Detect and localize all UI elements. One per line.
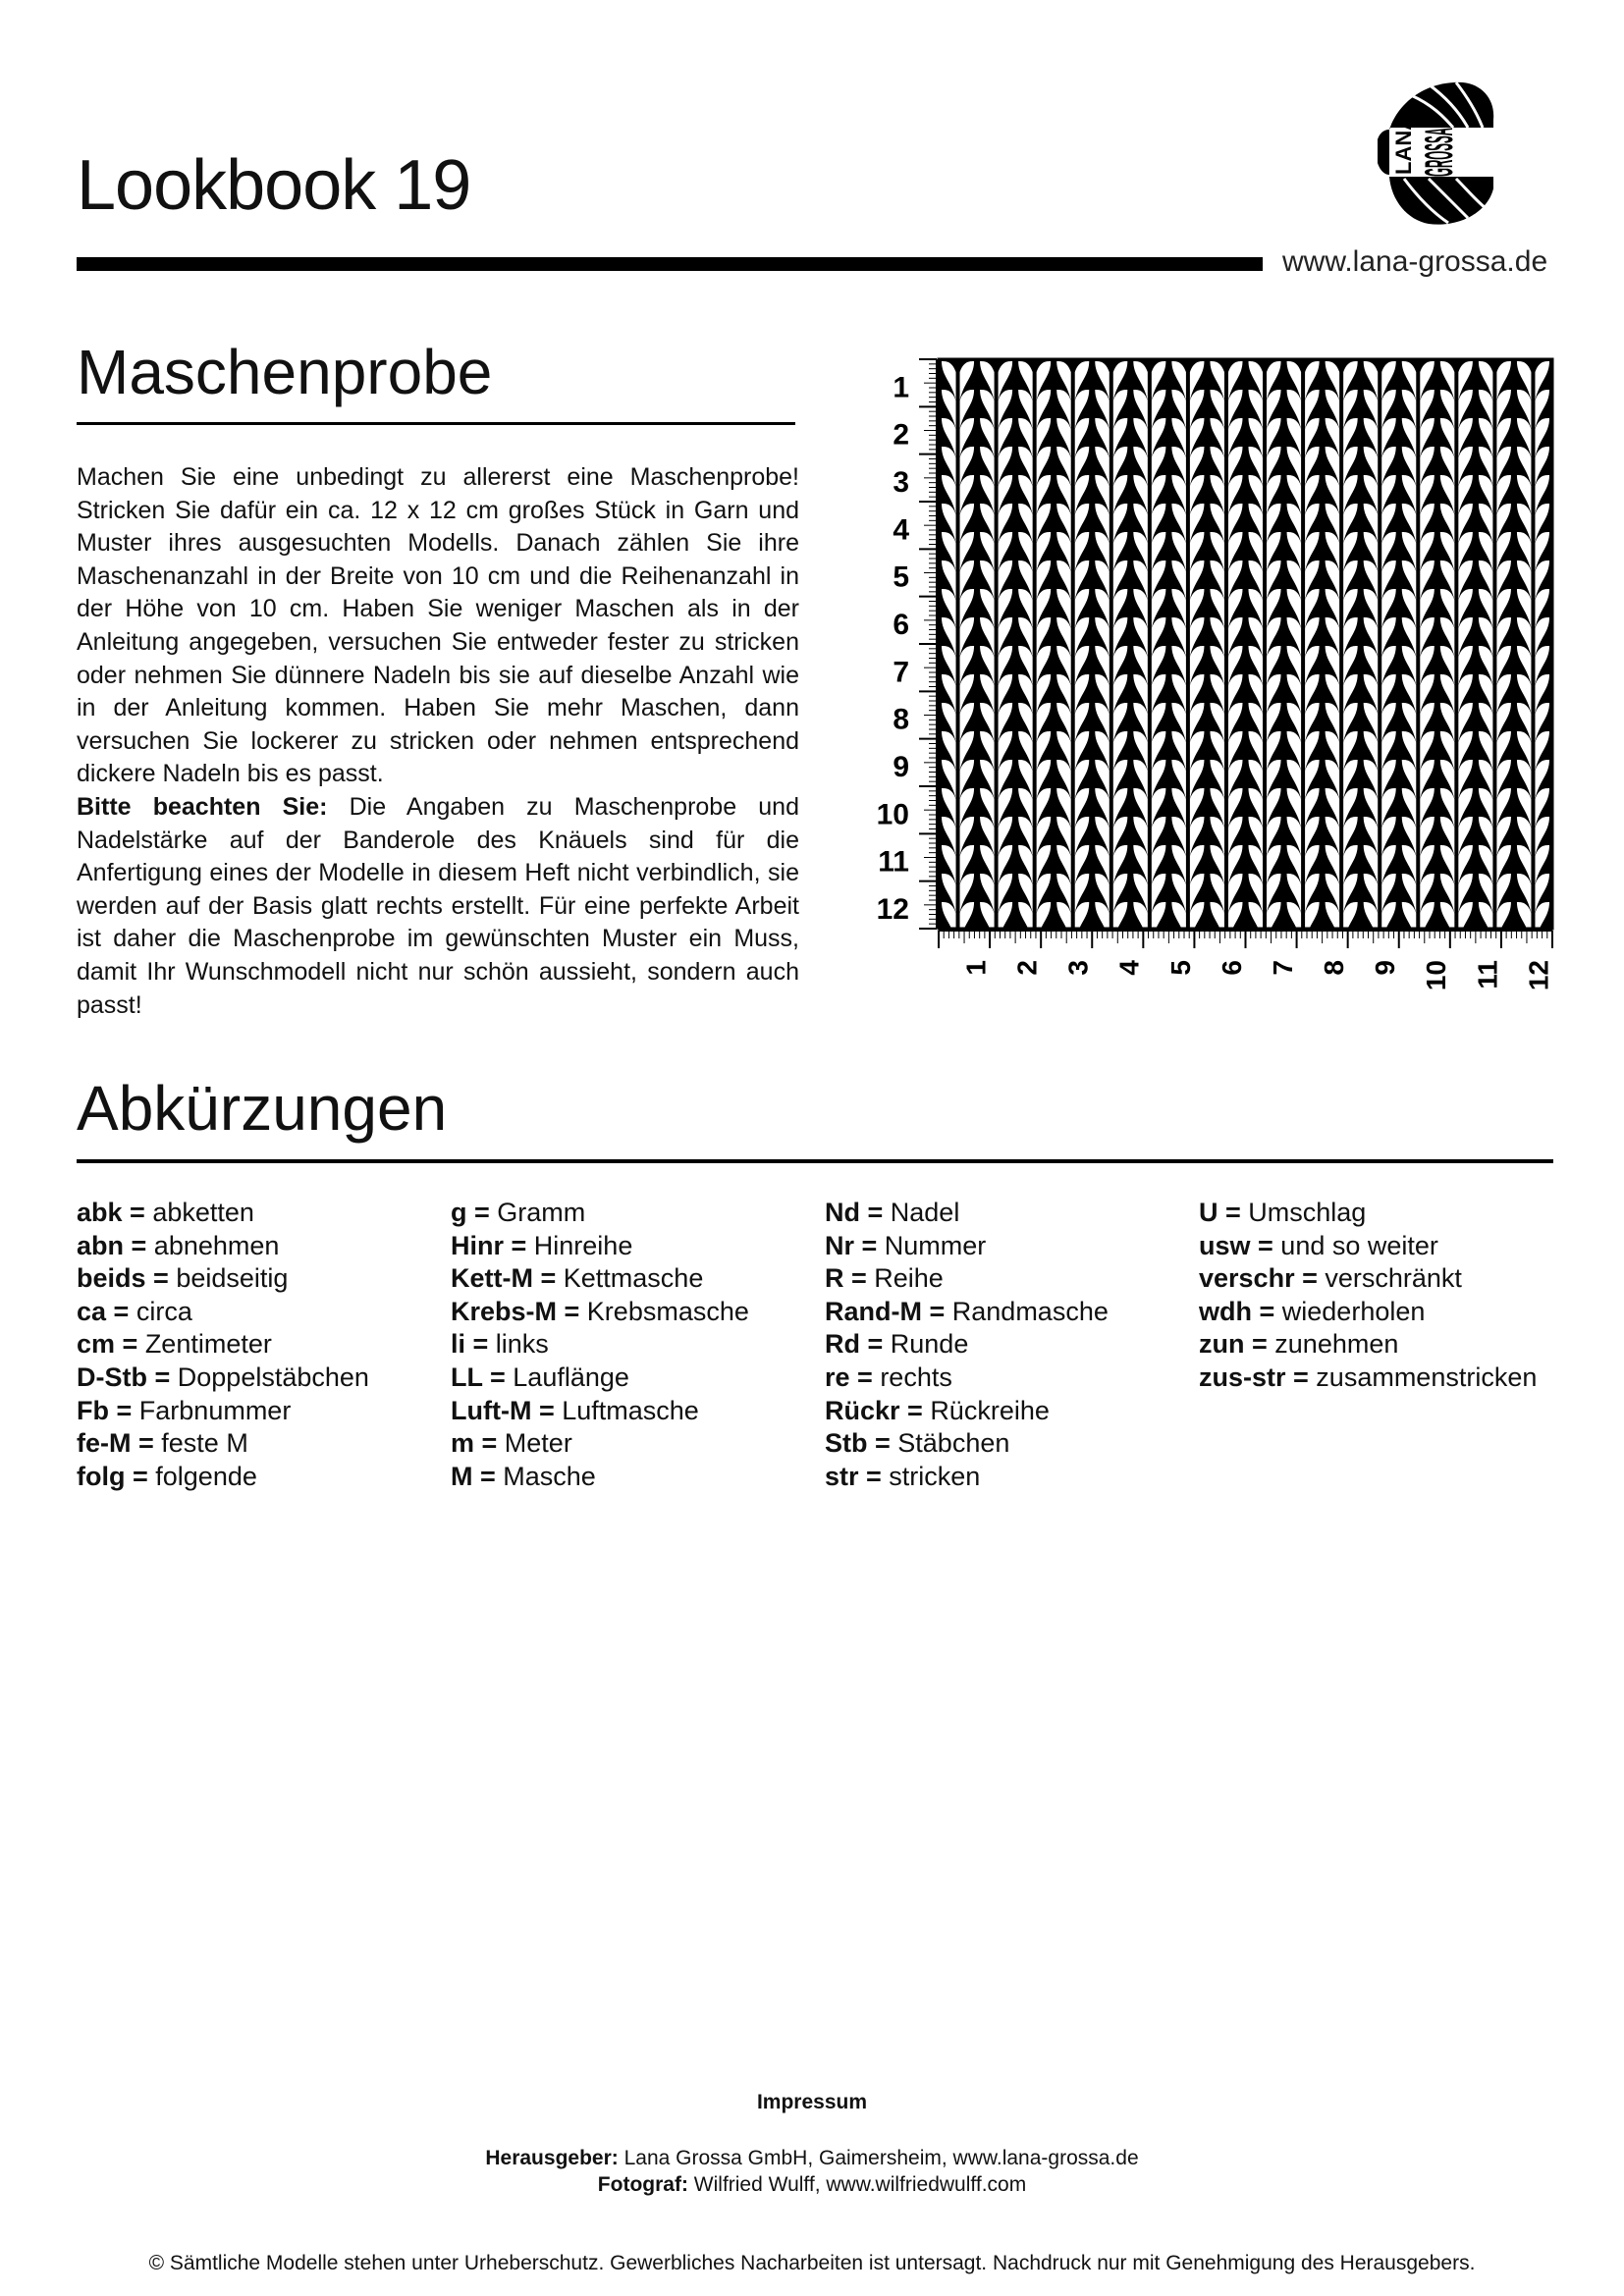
ruler-label-vertical: 12 bbox=[876, 893, 909, 926]
publisher-label: Herausgeber: bbox=[485, 2147, 619, 2169]
logo-text-grossa bbox=[1418, 128, 1461, 177]
abbreviation-item bbox=[825, 1461, 1109, 1494]
abbreviation-item bbox=[1199, 1328, 1537, 1362]
abbreviation-item bbox=[1199, 1197, 1537, 1230]
ruler-label-vertical: 6 bbox=[893, 609, 909, 641]
abbreviation-term: cm bbox=[77, 1329, 116, 1360]
abbreviation-term: Nd bbox=[825, 1198, 860, 1227]
abbreviation-column bbox=[77, 1197, 369, 1493]
note-label: Bitte beachten Sie: bbox=[77, 792, 328, 821]
equals-sign: = bbox=[899, 1395, 931, 1425]
abbreviation-item bbox=[825, 1197, 1109, 1230]
abbreviation-term: zus-str bbox=[1199, 1362, 1286, 1392]
abbreviation-meaning: Reihe bbox=[874, 1263, 944, 1294]
ruler-label-horizontal: 1 bbox=[960, 960, 992, 976]
photographer-text: Wilfried Wulff, www.wilfriedwulff.com bbox=[687, 2173, 1027, 2196]
abbreviation-item bbox=[1199, 1362, 1537, 1395]
abbreviation-item bbox=[451, 1461, 749, 1494]
equals-sign: = bbox=[557, 1296, 587, 1326]
abbreviation-meaning: Luftmasche bbox=[562, 1395, 699, 1425]
equals-sign: = bbox=[1218, 1198, 1249, 1227]
equals-sign: = bbox=[849, 1362, 881, 1392]
equals-sign: = bbox=[1285, 1362, 1317, 1392]
note-text: Die Angaben zu Maschenprobe und Nadelstärke auf der Banderole des Knäuels sind für die Anfertigung eines der Modelle in diesem Heft nicht verbindlich, sie werden auf der Basis glatt rechts erstellt. Für eine perfekte Arbeit ist daher die Maschenprobe im gewünschten Muster ein Muss, damit Ihr Wunschmodell nicht nur schön aussieht, sondern auch passt! bbox=[77, 792, 799, 1019]
abbreviation-column bbox=[825, 1197, 1109, 1493]
abbreviation-item bbox=[451, 1395, 749, 1428]
abbreviation-term: Hinr bbox=[451, 1230, 504, 1260]
ruler-label-horizontal: 2 bbox=[1011, 960, 1043, 976]
ruler-label-horizontal: 12 bbox=[1523, 960, 1554, 991]
equals-sign: = bbox=[474, 1428, 505, 1459]
ruler-label-vertical: 8 bbox=[893, 703, 909, 736]
document-title: Lookbook 19 bbox=[77, 146, 471, 225]
stitch-gauge-illustration bbox=[864, 353, 1556, 1001]
ruler-label-vertical: 10 bbox=[876, 798, 909, 831]
abbreviation-column bbox=[1199, 1197, 1537, 1395]
abbreviation-term: Krebs-M bbox=[451, 1296, 558, 1326]
equals-sign: = bbox=[465, 1329, 496, 1360]
equals-sign: = bbox=[867, 1428, 898, 1459]
equals-sign: = bbox=[482, 1362, 514, 1392]
abbreviation-item bbox=[77, 1427, 369, 1461]
abbreviation-item bbox=[825, 1362, 1109, 1395]
ruler-label-horizontal: 3 bbox=[1062, 960, 1094, 976]
abbreviation-item bbox=[825, 1262, 1109, 1296]
abbreviation-item bbox=[1199, 1262, 1537, 1296]
abbreviation-meaning: Stäbchen bbox=[897, 1428, 1010, 1459]
abbreviation-meaning: Nummer bbox=[884, 1230, 987, 1260]
abbreviation-term: Fb bbox=[77, 1395, 109, 1425]
abbreviation-term: U bbox=[1199, 1198, 1218, 1227]
abbreviation-item bbox=[77, 1197, 369, 1230]
lana-grossa-logo bbox=[1350, 71, 1497, 233]
abbreviation-item bbox=[1199, 1296, 1537, 1329]
abbreviation-item bbox=[451, 1197, 749, 1230]
abbreviation-term: Rückr bbox=[825, 1395, 900, 1425]
abbreviation-meaning: abketten bbox=[152, 1198, 254, 1227]
equals-sign: = bbox=[106, 1296, 136, 1326]
abbreviation-term: li bbox=[451, 1329, 466, 1360]
abbreviation-item bbox=[77, 1262, 369, 1296]
equals-sign: = bbox=[131, 1428, 162, 1459]
abbreviation-column bbox=[451, 1197, 749, 1493]
logo-text-lana: LANA bbox=[1391, 114, 1416, 175]
equals-sign: = bbox=[1244, 1329, 1275, 1360]
abbreviation-item bbox=[451, 1230, 749, 1263]
ruler-label-horizontal: 10 bbox=[1421, 960, 1452, 991]
photographer-label: Fotograf: bbox=[597, 2173, 688, 2196]
abbreviation-item bbox=[77, 1362, 369, 1395]
ruler-label-vertical: 3 bbox=[893, 466, 909, 499]
abbreviation-term: abk bbox=[77, 1198, 123, 1227]
equals-sign: = bbox=[858, 1461, 890, 1491]
gauge-heading-rule bbox=[77, 422, 795, 425]
website-url: www.lana-grossa.de bbox=[1282, 245, 1548, 278]
equals-sign: = bbox=[843, 1263, 875, 1294]
abbreviation-meaning: abnehmen bbox=[153, 1230, 280, 1260]
abbreviation-item bbox=[451, 1262, 749, 1296]
abbreviation-meaning: Rückreihe bbox=[930, 1395, 1050, 1425]
abbreviation-meaning: Meter bbox=[504, 1428, 572, 1459]
ruler-label-vertical: 2 bbox=[893, 418, 909, 452]
abbreviation-meaning: verschränkt bbox=[1325, 1263, 1462, 1294]
equals-sign: = bbox=[472, 1461, 504, 1491]
abbreviation-item bbox=[451, 1362, 749, 1395]
abbreviation-meaning: Randmasche bbox=[951, 1296, 1109, 1326]
abbreviation-term: verschr bbox=[1199, 1263, 1295, 1294]
abbreviation-item bbox=[825, 1328, 1109, 1362]
horizontal-ruler bbox=[939, 931, 1553, 990]
equals-sign: = bbox=[854, 1230, 885, 1260]
abbreviation-meaning: links bbox=[495, 1329, 549, 1360]
ruler-label-horizontal: 8 bbox=[1319, 960, 1350, 976]
ruler-label-horizontal: 7 bbox=[1267, 960, 1298, 976]
equals-sign: = bbox=[122, 1198, 153, 1227]
abbreviation-term: Stb bbox=[825, 1428, 868, 1459]
abbreviation-term: wdh bbox=[1199, 1296, 1252, 1326]
gauge-paragraph: Machen Sie eine unbedingt zu allererst eine Maschenprobe! Stricken Sie dafür ein ca. 12 x 12 cm großes Stück in Garn und Muster ihres ausgesuchten Modells. Danach zählen Sie ihre Maschenanzahl in der Breite von 10 cm und die Reihenanzahl in der Höhe von 10 cm. Haben Sie weniger Maschen als in der Anleitung angegeben, versuchen Sie entweder fester zu stricken oder nehmen Sie dünnere Nadeln bis sie auf dieselbe Anzahl wie in der Anleitung kommen. Haben Sie mehr Maschen, dann versuchen Sie lockerer zu stricken oder nehmen entsprechend dickere Nadeln bis es passt. bbox=[77, 463, 799, 788]
abbreviation-term: fe-M bbox=[77, 1428, 132, 1459]
abbreviation-term: abn bbox=[77, 1230, 125, 1260]
header-rule bbox=[77, 257, 1263, 271]
equals-sign: = bbox=[532, 1263, 564, 1294]
abbreviation-item bbox=[1199, 1230, 1537, 1263]
abbreviation-term: M bbox=[451, 1461, 473, 1491]
gauge-heading: Maschenprobe bbox=[77, 337, 493, 407]
abbreviations-heading-rule bbox=[77, 1159, 1553, 1163]
abbreviation-term: Rd bbox=[825, 1329, 860, 1360]
abbreviation-meaning: rechts bbox=[880, 1362, 952, 1392]
equals-sign: = bbox=[1250, 1230, 1281, 1260]
imprint-heading: Impressum bbox=[756, 2091, 868, 2113]
abbreviation-term: folg bbox=[77, 1461, 126, 1491]
abbreviation-meaning: circa bbox=[135, 1296, 192, 1326]
abbreviation-meaning: Lauflänge bbox=[513, 1362, 629, 1392]
abbreviation-meaning: Umschlag bbox=[1248, 1198, 1367, 1227]
abbreviation-term: ca bbox=[77, 1296, 107, 1326]
ruler-label-horizontal: 6 bbox=[1216, 960, 1247, 976]
abbreviation-meaning: zunehmen bbox=[1274, 1329, 1399, 1360]
equals-sign: = bbox=[860, 1329, 891, 1360]
ruler-label-vertical: 11 bbox=[878, 845, 909, 879]
equals-sign: = bbox=[504, 1230, 534, 1260]
abbreviation-item bbox=[451, 1427, 749, 1461]
abbreviation-term: LL bbox=[451, 1362, 483, 1392]
equals-sign: = bbox=[124, 1230, 154, 1260]
abbreviation-term: str bbox=[825, 1461, 859, 1491]
copyright-notice: © Sämtliche Modelle stehen unter Urheberschutz. Gewerbliches Nacharbeiten ist untersagt. Nachdruck nur mit Genehmigung des Herausgebers. bbox=[148, 2252, 1476, 2274]
abbreviation-item bbox=[825, 1427, 1109, 1461]
publisher-text: Lana Grossa GmbH, Gaimersheim, www.lana-grossa.de bbox=[618, 2147, 1139, 2169]
abbreviation-term: Kett-M bbox=[451, 1263, 533, 1294]
abbreviation-item bbox=[825, 1230, 1109, 1263]
abbreviation-meaning: feste M bbox=[161, 1428, 248, 1459]
equals-sign: = bbox=[466, 1198, 498, 1227]
equals-sign: = bbox=[860, 1198, 891, 1227]
equals-sign: = bbox=[115, 1329, 145, 1360]
ruler-label-vertical: 7 bbox=[893, 656, 909, 689]
abbreviation-meaning: Runde bbox=[890, 1329, 969, 1360]
imprint-photographer bbox=[0, 2173, 1624, 2197]
abbreviation-meaning: Masche bbox=[503, 1461, 596, 1491]
abbreviation-meaning: wiederholen bbox=[1281, 1296, 1426, 1326]
ruler-label-horizontal: 5 bbox=[1164, 960, 1196, 976]
abbreviation-term: Rand-M bbox=[825, 1296, 922, 1326]
abbreviation-item bbox=[825, 1296, 1109, 1329]
abbreviation-term: m bbox=[451, 1428, 475, 1459]
ruler-label-vertical: 5 bbox=[893, 561, 909, 594]
equals-sign: = bbox=[146, 1362, 178, 1392]
abbreviation-meaning: beidseitig bbox=[176, 1263, 289, 1294]
abbreviation-item bbox=[77, 1328, 369, 1362]
abbreviation-meaning: Farbnummer bbox=[138, 1395, 292, 1425]
equals-sign: = bbox=[1252, 1296, 1282, 1326]
gauge-instructions bbox=[77, 461, 799, 1022]
abbreviation-meaning: zusammenstricken bbox=[1316, 1362, 1538, 1392]
abbreviation-meaning: Gramm bbox=[497, 1198, 586, 1227]
abbreviation-term: Luft-M bbox=[451, 1395, 532, 1425]
abbreviation-term: beids bbox=[77, 1263, 146, 1294]
ruler-label-vertical: 9 bbox=[893, 751, 909, 783]
vertical-ruler bbox=[877, 359, 937, 929]
abbreviation-term: g bbox=[451, 1198, 467, 1227]
abbreviation-item bbox=[77, 1461, 369, 1494]
abbreviation-meaning: Doppelstäbchen bbox=[177, 1362, 369, 1392]
abbreviation-term: R bbox=[825, 1263, 844, 1294]
ruler-label-vertical: 4 bbox=[893, 513, 909, 547]
imprint-publisher bbox=[0, 2147, 1624, 2170]
abbreviation-item bbox=[77, 1395, 369, 1428]
equals-sign: = bbox=[109, 1395, 139, 1425]
abbreviation-term: zun bbox=[1199, 1329, 1245, 1360]
abbreviation-term: D-Stb bbox=[77, 1362, 147, 1392]
ruler-label-horizontal: 11 bbox=[1472, 960, 1503, 989]
abbreviation-item bbox=[451, 1296, 749, 1329]
abbreviation-term: Nr bbox=[825, 1230, 855, 1260]
abbreviation-term: usw bbox=[1199, 1230, 1251, 1260]
abbreviation-meaning: folgende bbox=[155, 1461, 257, 1491]
abbreviation-meaning: Hinreihe bbox=[533, 1230, 633, 1260]
equals-sign: = bbox=[125, 1461, 156, 1491]
knit-stitch-pattern bbox=[939, 359, 1552, 941]
equals-sign: = bbox=[1294, 1263, 1326, 1294]
abbreviation-meaning: Zentimeter bbox=[144, 1329, 272, 1360]
abbreviation-item bbox=[825, 1395, 1109, 1428]
equals-sign: = bbox=[531, 1395, 563, 1425]
abbreviation-meaning: Nadel bbox=[890, 1198, 960, 1227]
abbreviation-item bbox=[77, 1296, 369, 1329]
abbreviation-meaning: und so weiter bbox=[1280, 1230, 1438, 1260]
abbreviation-item bbox=[77, 1230, 369, 1263]
abbreviations-heading: Abkürzungen bbox=[77, 1073, 448, 1144]
abbreviation-meaning: Kettmasche bbox=[563, 1263, 704, 1294]
ruler-label-vertical: 1 bbox=[893, 371, 909, 404]
abbreviation-item bbox=[451, 1328, 749, 1362]
equals-sign: = bbox=[921, 1296, 952, 1326]
ruler-label-horizontal: 9 bbox=[1370, 960, 1401, 976]
ruler-label-horizontal: 4 bbox=[1113, 960, 1145, 976]
equals-sign: = bbox=[145, 1263, 177, 1294]
abbreviation-meaning: stricken bbox=[889, 1461, 981, 1491]
abbreviation-meaning: Krebsmasche bbox=[586, 1296, 749, 1326]
abbreviation-term: re bbox=[825, 1362, 850, 1392]
